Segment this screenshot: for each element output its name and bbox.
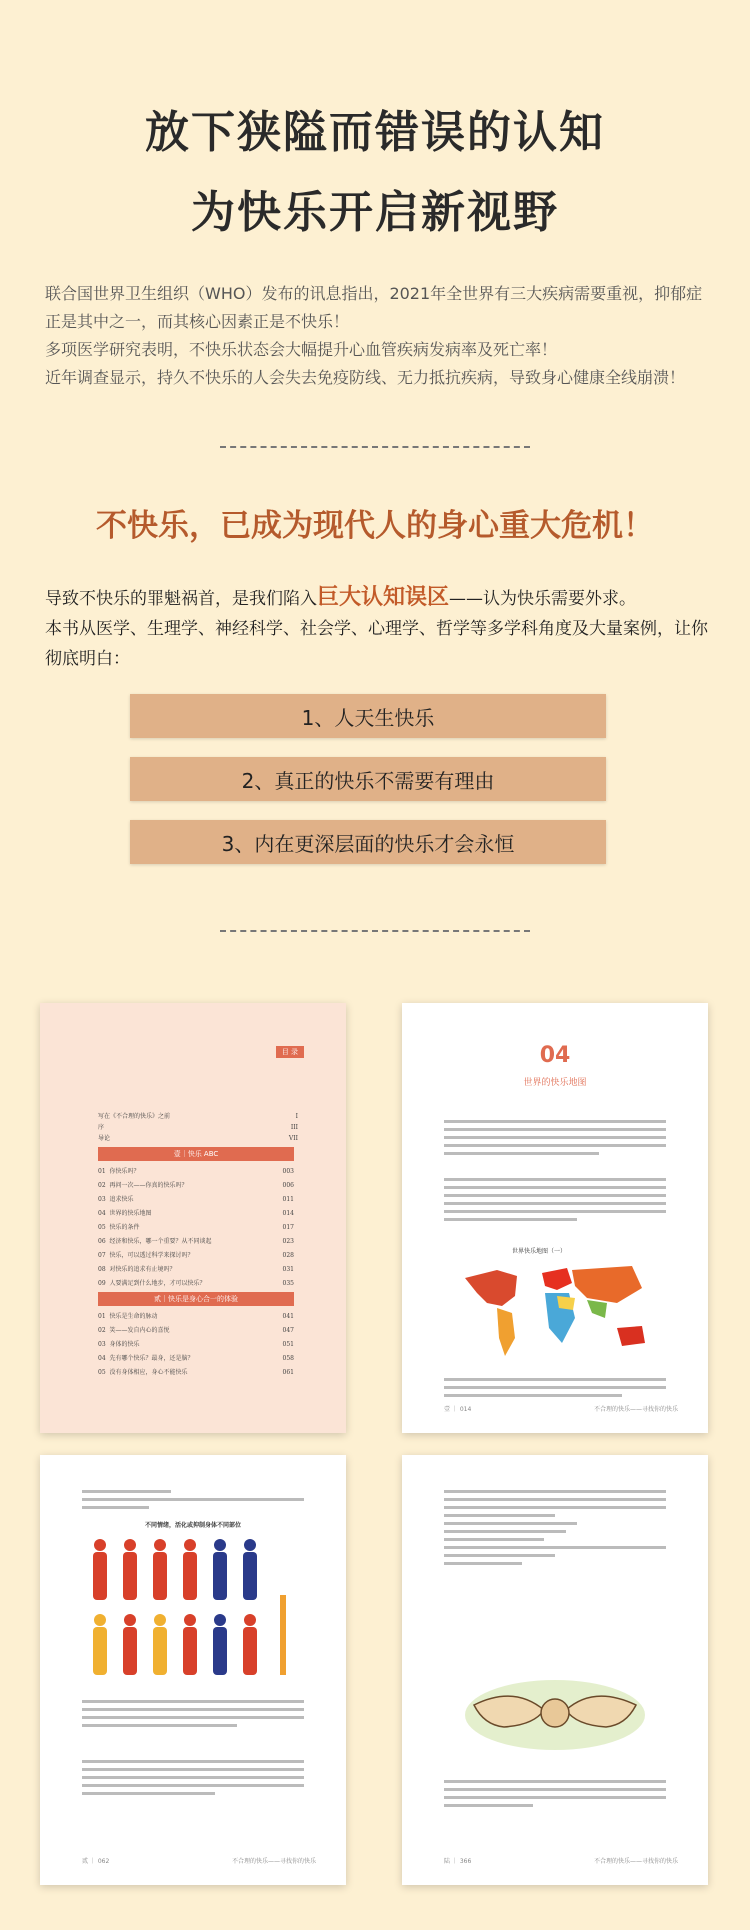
- hero-title-line1: 放下狭隘而错误的认知: [145, 107, 605, 158]
- toc-row: 03 追求快乐 011: [98, 1196, 294, 1203]
- body-text-block: [444, 1485, 666, 1570]
- toc-preface: [98, 1111, 298, 1144]
- toc-row: 01 快乐是生命的脉动 041: [98, 1313, 294, 1320]
- page-footer: 贰 ｜ 062 不合理的快乐——寻找你的快乐: [82, 1858, 316, 1865]
- toc-row: 02 笑——发自内心的喜悦 047: [98, 1327, 294, 1334]
- toc-row: 导论 VII: [98, 1135, 298, 1142]
- figure-title: 不同情绪，活化或抑制身体不同部位: [144, 1522, 241, 1529]
- toc-list: [98, 1310, 294, 1380]
- book-page-toc: [40, 1003, 346, 1433]
- toc-row: 07 快乐，可以透过科学来探讨吗？ 028: [98, 1252, 294, 1259]
- toc-section-bar: 壹｜快乐 ABC: [98, 1147, 294, 1161]
- map-title: 世界快乐地图（一）: [512, 1248, 567, 1255]
- toc-row: 04 世界的快乐地图 014: [98, 1210, 294, 1217]
- toc-row: 写在《不合理的快乐》之前 I: [98, 1113, 298, 1120]
- body-text-block: [82, 1485, 304, 1514]
- point-item: 3、内在更深层面的快乐才会永恒: [130, 820, 606, 864]
- intro-paragraph: 多项医学研究表明，不快乐状态会大幅提升心血管疾病发病率及死亡率！: [45, 340, 558, 359]
- chapter-title: 世界的快乐地图: [523, 1078, 587, 1088]
- toc-section-bar: 贰｜快乐是身心合一的体验: [98, 1292, 294, 1306]
- toc-row: 06 经济和快乐，哪一个重要？从不同谈起 023: [98, 1238, 294, 1245]
- hands-illustration: [444, 1655, 666, 1765]
- body-text-block: [444, 1775, 666, 1812]
- toc-row: 09 人要满足到什么地步，才可以快乐？ 035: [98, 1280, 294, 1287]
- toc-row: 05 没有身体相应，身心不能快乐 061: [98, 1369, 294, 1376]
- caption-block: [82, 1695, 304, 1732]
- body-text-block: [82, 1755, 304, 1800]
- book-page-sketch: [402, 1455, 708, 1885]
- intro-paragraph: 联合国世界卫生组织（WHO）发布的讯息指出，2021年全世界有三大疾病需要重视，抑郁症正是其中之一，而其核心因素正是不快乐！: [45, 284, 703, 331]
- point-item: 2、真正的快乐不需要有理由: [130, 757, 606, 801]
- crisis-heading: 不快乐，已成为现代人的身心重大危机！: [96, 508, 654, 544]
- dashed-divider: [220, 446, 530, 448]
- body-text-block: [444, 1115, 666, 1160]
- toc-row: 04 先有哪个快乐？最身，还是脑？ 058: [98, 1355, 294, 1362]
- book-page-figure: [40, 1455, 346, 1885]
- emotion-body-map: [85, 1535, 301, 1685]
- toc-row: 05 快乐的条件 017: [98, 1224, 294, 1231]
- caption-block: [444, 1373, 666, 1402]
- cause-line2: 本书从医学、生理学、神经科学、社会学、心理学、哲学等多学科角度及大量案例，让你彻底明白：: [45, 619, 708, 669]
- world-happiness-map: [457, 1258, 657, 1368]
- body-text-block: [444, 1173, 666, 1226]
- page-footer: 陆 ｜ 366 不合理的快乐——寻找你的快乐: [444, 1858, 678, 1865]
- toc-list: [98, 1165, 294, 1291]
- cause-suffix: ——认为快乐需要外求。: [449, 589, 637, 609]
- intro-paragraph: 近年调查显示，持久不快乐的人会失去免疫防线、无力抵抗疾病，导致身心健康全线崩溃！: [45, 368, 686, 387]
- toc-row: 序 III: [98, 1124, 298, 1131]
- book-page-chapter: [402, 1003, 708, 1433]
- chapter-number: 04: [539, 1043, 571, 1068]
- toc-row: 02 再问一次——你真的快乐吗？ 006: [98, 1182, 294, 1189]
- toc-row: 03 身体的快乐 051: [98, 1341, 294, 1348]
- cause-prefix: 导致不快乐的罪魁祸首，是我们陷入: [45, 589, 317, 609]
- intro-text: [45, 280, 705, 392]
- cause-text: [45, 583, 715, 674]
- hero-title-line2: 为快乐开启新视野: [191, 187, 559, 238]
- toc-row: 01 你快乐吗？ 003: [98, 1168, 294, 1175]
- toc-row: 08 对快乐的追求有止境吗？ 031: [98, 1266, 294, 1273]
- point-item: 1、人天生快乐: [130, 694, 606, 738]
- cause-highlight: 巨大认知误区: [317, 585, 450, 610]
- page-footer: 壹 ｜ 014 不合理的快乐——寻找你的快乐: [444, 1406, 678, 1413]
- dashed-divider: [220, 930, 530, 932]
- toc-tag: 目 录: [276, 1046, 304, 1058]
